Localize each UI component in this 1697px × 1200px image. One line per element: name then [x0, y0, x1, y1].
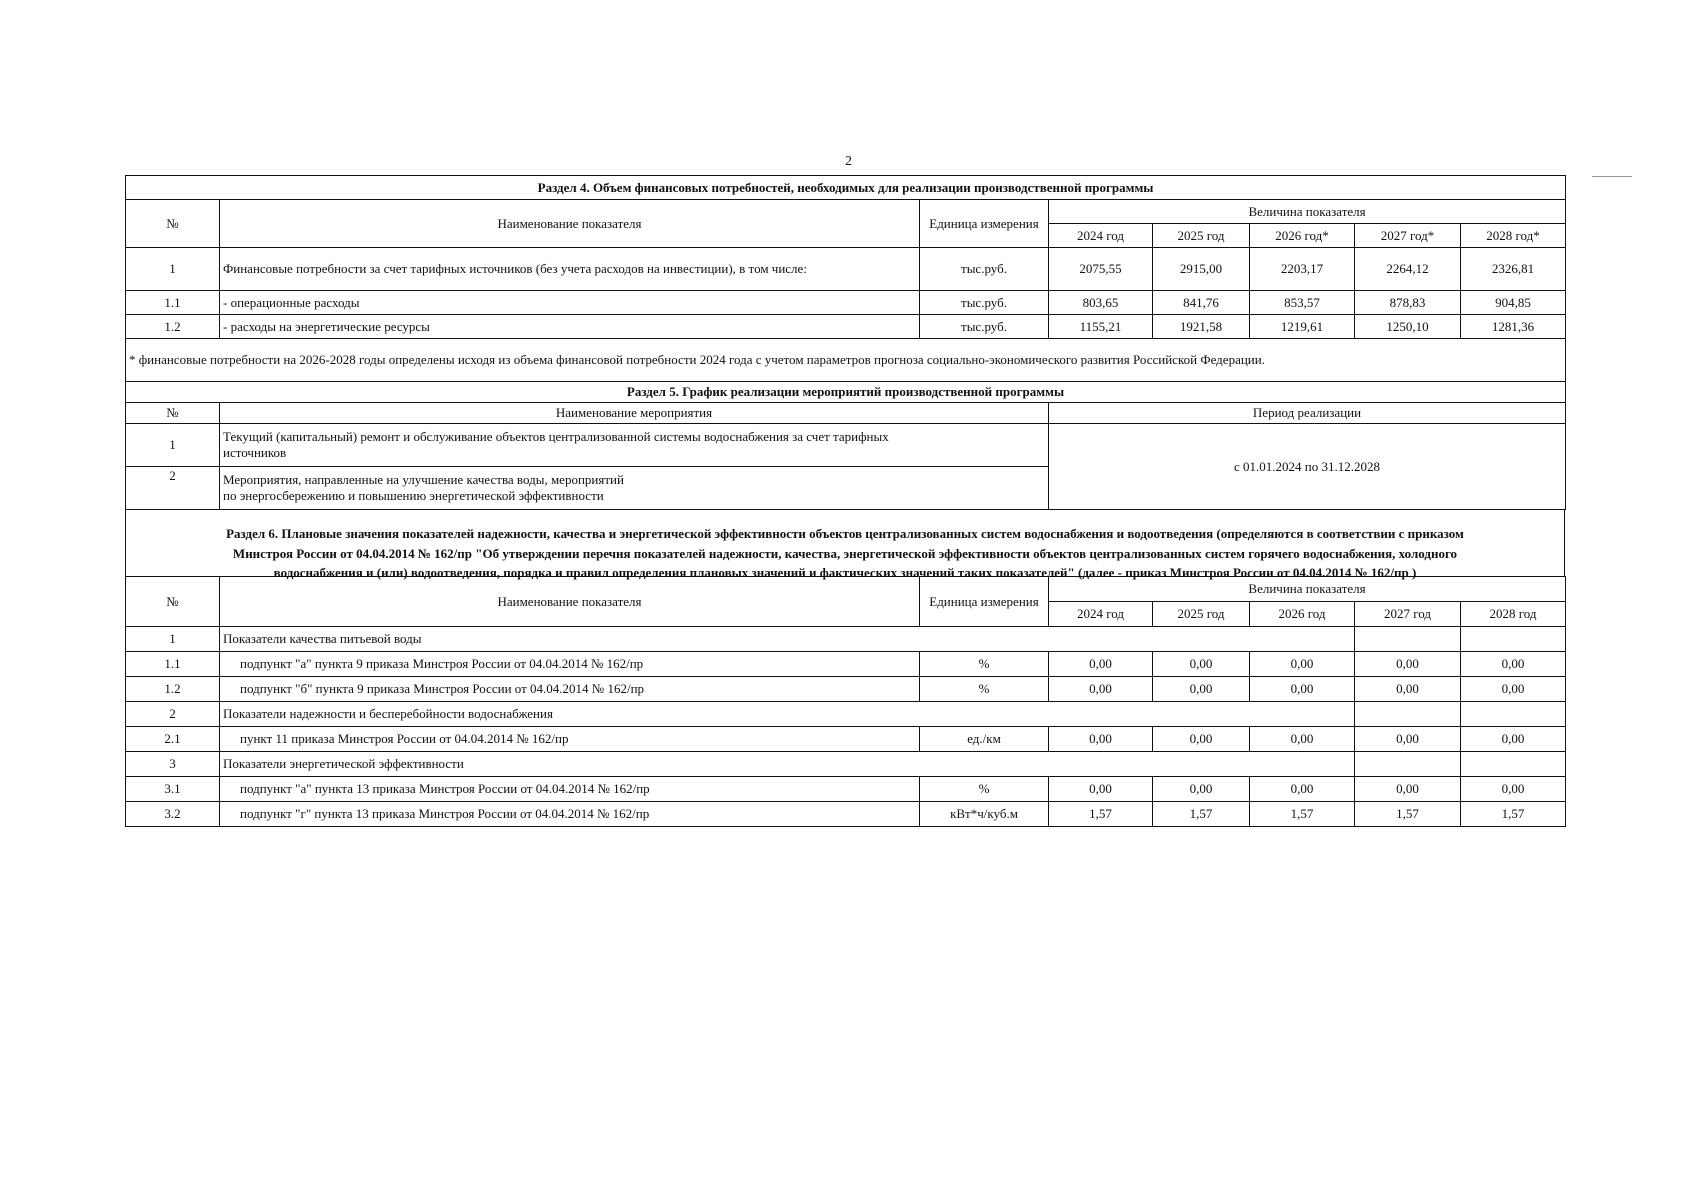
- row-value: 0,00: [1355, 777, 1461, 802]
- row-name: подпункт "а" пункта 13 приказа Минстроя России от 04.04.2014 № 162/пр: [220, 777, 920, 802]
- row-num: 3.2: [126, 802, 220, 827]
- header-name: Наименование показателя: [220, 577, 920, 627]
- row-value: 1155,21: [1049, 315, 1153, 339]
- row-value: 0,00: [1250, 652, 1355, 677]
- row-value: 0,00: [1049, 777, 1153, 802]
- section4-title: Раздел 4. Объем финансовых потребностей, необходимых для реализации производственной программы: [126, 176, 1566, 200]
- table-row: [126, 652, 1566, 677]
- header-value-group: Величина показателя: [1049, 577, 1566, 602]
- row-value: 2264,12: [1355, 248, 1461, 291]
- section6-title: [125, 510, 1565, 580]
- table-row: [126, 727, 1566, 752]
- group-num: 2: [126, 702, 220, 727]
- row-value: 0,00: [1355, 727, 1461, 752]
- row-name: - операционные расходы: [220, 291, 920, 315]
- activity-line: по энергосбережению и повышению энергетической эффективности: [223, 488, 604, 503]
- row-unit: %: [920, 652, 1049, 677]
- row-value: 0,00: [1461, 777, 1566, 802]
- header-year: 2026 год*: [1250, 224, 1355, 248]
- group-row: [126, 702, 1566, 727]
- row-num: 1.2: [126, 315, 220, 339]
- row-value: 0,00: [1049, 727, 1153, 752]
- row-value: 1,57: [1049, 802, 1153, 827]
- row-unit: кВт*ч/куб.м: [920, 802, 1049, 827]
- row-value: 2203,17: [1250, 248, 1355, 291]
- section6-title-line: Раздел 6. Плановые значения показателей надежности, качества и энергетической эффективности объектов централизованных систем водоснабжения и водоотведения (определяются в соответствии с приказом: [226, 526, 1464, 541]
- row-name: подпункт "б" пункта 9 приказа Минстроя России от 04.04.2014 № 162/пр: [220, 677, 920, 702]
- row-num: 1: [126, 248, 220, 291]
- row-value: 0,00: [1461, 727, 1566, 752]
- table-row: [126, 424, 1566, 467]
- row-num: 1.1: [126, 652, 220, 677]
- empty-cell: [1461, 627, 1566, 652]
- group-name: Показатели качества питьевой воды: [220, 627, 1355, 652]
- header-year: 2028 год: [1461, 602, 1566, 627]
- row-num: 1.1: [126, 291, 220, 315]
- row-unit: ед./км: [920, 727, 1049, 752]
- row-value: 904,85: [1461, 291, 1566, 315]
- row-value: 1921,58: [1153, 315, 1250, 339]
- group-num: 3: [126, 752, 220, 777]
- section5-table: [125, 381, 1566, 510]
- empty-cell: [1461, 702, 1566, 727]
- row-value: 0,00: [1153, 727, 1250, 752]
- page-number: 2: [845, 154, 852, 169]
- group-name: Показатели энергетической эффективности: [220, 752, 1355, 777]
- activity-line: источников: [223, 445, 287, 460]
- empty-cell: [1355, 627, 1461, 652]
- row-value: 2915,00: [1153, 248, 1250, 291]
- table-row: [126, 291, 1566, 315]
- header-year: 2024 год: [1049, 224, 1153, 248]
- header-year: 2024 год: [1049, 602, 1153, 627]
- table-row: [126, 315, 1566, 339]
- header-num: №: [126, 577, 220, 627]
- header-year: 2027 год*: [1355, 224, 1461, 248]
- row-value: 0,00: [1250, 677, 1355, 702]
- row-unit: %: [920, 777, 1049, 802]
- table-row: [126, 802, 1566, 827]
- row-unit: тыс.руб.: [920, 315, 1049, 339]
- implementation-period: с 01.01.2024 по 31.12.2028: [1049, 424, 1566, 510]
- group-name: Показатели надежности и бесперебойности водоснабжения: [220, 702, 1355, 727]
- header-year: 2026 год: [1250, 602, 1355, 627]
- row-value: 0,00: [1153, 677, 1250, 702]
- header-unit: Единица измерения: [920, 577, 1049, 627]
- row-unit: тыс.руб.: [920, 291, 1049, 315]
- table-row: [126, 677, 1566, 702]
- header-activity-name: Наименование мероприятия: [220, 403, 1049, 424]
- row-value: 803,65: [1049, 291, 1153, 315]
- row-name: - расходы на энергетические ресурсы: [220, 315, 920, 339]
- row-num: 2: [126, 467, 220, 510]
- row-value: 1219,61: [1250, 315, 1355, 339]
- header-num: №: [126, 200, 220, 248]
- row-value: 0,00: [1355, 677, 1461, 702]
- row-name: подпункт "г" пункта 13 приказа Минстроя России от 04.04.2014 № 162/пр: [220, 802, 920, 827]
- row-name: пункт 11 приказа Минстроя России от 04.04.2014 № 162/пр: [220, 727, 920, 752]
- row-value: 0,00: [1049, 677, 1153, 702]
- row-num: 2.1: [126, 727, 220, 752]
- document-sheet: [125, 175, 1565, 827]
- row-value: 0,00: [1461, 677, 1566, 702]
- header-name: Наименование показателя: [220, 200, 920, 248]
- row-value: 1,57: [1355, 802, 1461, 827]
- row-num: 1: [126, 424, 220, 467]
- row-name: Финансовые потребности за счет тарифных источников (без учета расходов на инвестиции), в том числе:: [220, 248, 920, 291]
- section4-table: [125, 175, 1566, 382]
- section6-title-line: водоснабжения и (или) водоотведения, порядка и правил определения плановых значений и фактических значений таких показателей" (далее - приказ Минстроя России от 04.04.2014 № 162/пр ): [273, 565, 1417, 580]
- header-unit: Единица измерения: [920, 200, 1049, 248]
- activity-line: Мероприятия, направленные на улучшение качества воды, мероприятий: [223, 472, 624, 488]
- row-value: 1281,36: [1461, 315, 1566, 339]
- table-row: [126, 777, 1566, 802]
- row-name: подпункт "а" пункта 9 приказа Минстроя России от 04.04.2014 № 162/пр: [220, 652, 920, 677]
- row-value: 1250,10: [1355, 315, 1461, 339]
- row-value: 1,57: [1153, 802, 1250, 827]
- row-value: 2326,81: [1461, 248, 1566, 291]
- row-value: 1,57: [1250, 802, 1355, 827]
- row-value: 0,00: [1461, 652, 1566, 677]
- row-value: 0,00: [1250, 777, 1355, 802]
- row-value: 0,00: [1355, 652, 1461, 677]
- section6-table: [125, 576, 1566, 827]
- group-num: 1: [126, 627, 220, 652]
- row-activity-name: [220, 467, 1049, 510]
- empty-cell: [1355, 752, 1461, 777]
- row-num: 3.1: [126, 777, 220, 802]
- row-unit: %: [920, 677, 1049, 702]
- header-year: 2025 год: [1153, 224, 1250, 248]
- row-num: 1.2: [126, 677, 220, 702]
- row-activity-name: [220, 424, 1049, 467]
- activity-line: Текущий (капитальный) ремонт и обслуживание объектов централизованной системы водоснабжения за счет тарифных: [223, 429, 889, 445]
- section5-title: Раздел 5. График реализации мероприятий производственной программы: [126, 382, 1566, 403]
- row-value: 0,00: [1049, 652, 1153, 677]
- empty-cell: [1355, 702, 1461, 727]
- header-period: Период реализации: [1049, 403, 1566, 424]
- section6-title-line: Минстроя России от 04.04.2014 № 162/пр "Об утверждении перечня показателей надежности, качества, энергетической эффективности объектов централизованных систем горячего водоснабжения, холодного: [232, 545, 1458, 561]
- table-row: [126, 248, 1566, 291]
- row-value: 0,00: [1153, 652, 1250, 677]
- empty-cell: [1461, 752, 1566, 777]
- row-value: 0,00: [1153, 777, 1250, 802]
- header-year: 2025 год: [1153, 602, 1250, 627]
- header-year: 2028 год*: [1461, 224, 1566, 248]
- group-row: [126, 627, 1566, 652]
- section4-footnote: * финансовые потребности на 2026-2028 годы определены исходя из объема финансовой потребности 2024 года с учетом параметров прогноза социально-экономического развития Российской Федерации.: [126, 339, 1566, 382]
- header-year: 2027 год: [1355, 602, 1461, 627]
- group-row: [126, 752, 1566, 777]
- row-value: 2075,55: [1049, 248, 1153, 291]
- row-value: 1,57: [1461, 802, 1566, 827]
- header-num: №: [126, 403, 220, 424]
- row-value: 0,00: [1250, 727, 1355, 752]
- header-value-group: Величина показателя: [1049, 200, 1566, 224]
- row-value: 841,76: [1153, 291, 1250, 315]
- margin-rule: [1592, 176, 1632, 177]
- row-unit: тыс.руб.: [920, 248, 1049, 291]
- row-value: 853,57: [1250, 291, 1355, 315]
- row-value: 878,83: [1355, 291, 1461, 315]
